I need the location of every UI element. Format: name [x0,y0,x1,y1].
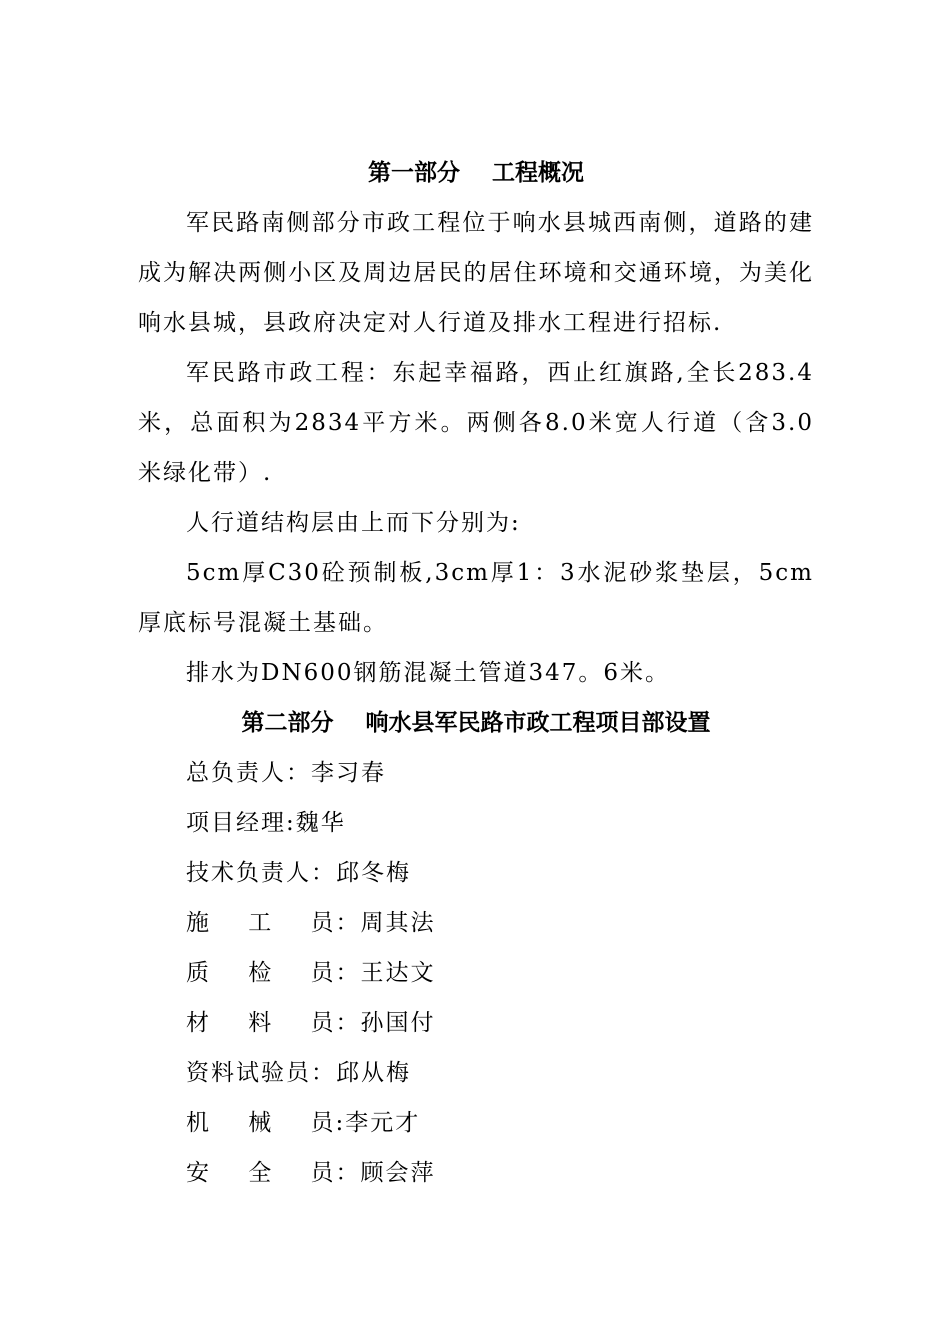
staff-item-project-manager: 项目经理:魏华 [186,810,346,836]
section-1-heading: 第一部分 工程概况 [367,159,585,186]
section-1-paragraph-5: 排水为DN600钢筋混凝土管道347。6米。 [186,660,670,686]
section-1-paragraph-4: 5cm厚C30砼预制板,3cm厚1：3水泥砂浆垫层，5cm厚底标号混凝土基础。 [138,560,814,636]
section-1-paragraph-1: 军民路南侧部分市政工程位于响水县城西南侧，道路的建成为解决两侧小区及周边居民的居住环境和交通环境，为美化响水县城，县政府决定对人行道及排水工程进行招标. [138,210,814,336]
section-1-paragraph-2: 军民路市政工程：东起幸福路，西止红旗路,全长283.4米，总面积为2834平方米。两侧各8.0米宽人行道（含3.0米绿化带）. [138,360,814,486]
staff-item-technical-lead: 技术负责人：邱冬梅 [186,860,411,886]
section-2-heading: 第二部分 响水县军民路市政工程项目部设置 [241,709,711,736]
document-page [138,148,814,1198]
staff-item-documentation: 资料试验员：邱从梅 [186,1060,411,1086]
staff-item-quality: 质 检 员：王达文 [186,960,436,986]
section-1-paragraph-3: 人行道结构层由上而下分别为: [186,510,521,536]
staff-item-materials: 材 料 员：孙国付 [186,1010,436,1036]
staff-item-safety: 安 全 员：顾会萍 [186,1160,436,1186]
staff-item-construction: 施 工 员：周其法 [186,910,436,936]
staff-item-general-manager: 总负责人：李习春 [186,760,386,786]
staff-item-machinery: 机 械 员:李元才 [186,1110,421,1136]
staff-list [138,748,814,1198]
